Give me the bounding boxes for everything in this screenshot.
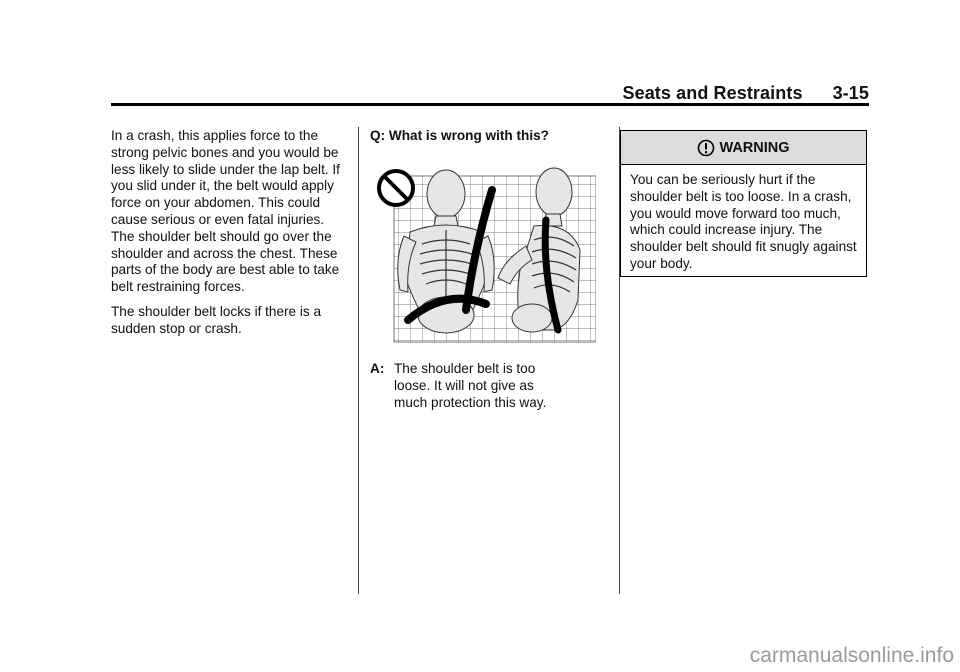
header-rule	[111, 103, 869, 106]
page-header	[111, 80, 869, 104]
middle-column	[370, 128, 610, 145]
watermark: carmanualsonline.info	[749, 644, 954, 667]
answer-block	[370, 361, 610, 411]
warning-text: You can be seriously hurt if the shoulder belt is too loose. In a crash, you would move forward too much, which could increase injury. The shoulder belt should fit snugly against your body.	[630, 172, 857, 271]
warning-icon	[697, 139, 715, 157]
question-text: Q: What is wrong with this?	[370, 128, 549, 143]
warning-title: WARNING	[719, 139, 790, 156]
section-title: Seats and Restraints	[622, 83, 803, 103]
warning-box	[620, 130, 867, 277]
seatbelt-illustration	[374, 160, 596, 344]
warning-header	[621, 131, 866, 165]
prohibition-icon	[379, 171, 413, 205]
answer-label: A:	[370, 361, 385, 376]
answer-text: The shoulder belt is too loose. It will not give as much protection this way.	[394, 361, 547, 410]
column-divider-1	[358, 127, 359, 594]
left-column	[111, 128, 351, 346]
page-number: 3-15	[832, 83, 869, 103]
paragraph: In a crash, this applies force to the strong pelvic bones and you would be less likely to slide under the lap belt. If you slid under it, the belt would apply force on your abdomen. This could cause serious or even fatal injuries. The shoulder belt should go over the shoulder and across the chest. These parts of the body are best able to take belt restraining forces.	[111, 128, 340, 295]
paragraph: The shoulder belt locks if there is a sudden stop or crash.	[111, 303, 322, 336]
